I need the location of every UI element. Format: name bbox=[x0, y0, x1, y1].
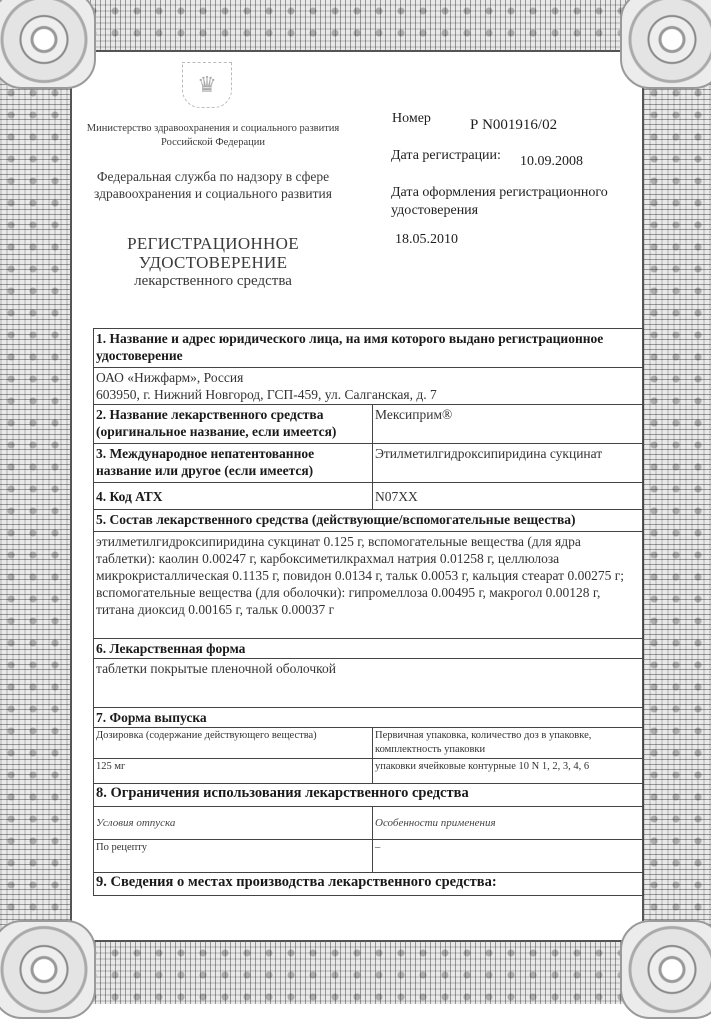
ornament-corner-top-left bbox=[0, 0, 96, 89]
ornament-corner-bottom-right bbox=[620, 920, 711, 1019]
ministry-name: Министерство здравоохранения и социального развития Российской Федерации bbox=[86, 123, 340, 148]
section-1-value bbox=[94, 368, 644, 405]
section-6-value: таблетки покрытые пленочной оболочкой bbox=[94, 659, 644, 708]
document-subtitle: лекарственного средства bbox=[134, 273, 292, 289]
section-8-title-row bbox=[94, 784, 644, 807]
usage-specifics-value: – bbox=[373, 840, 644, 873]
section-7-header-row bbox=[94, 728, 644, 759]
section-5-title-row bbox=[94, 510, 644, 532]
section-2-row bbox=[94, 405, 644, 444]
section-2-value: Мексиприм® bbox=[373, 405, 644, 444]
ornament-corner-bottom-left bbox=[0, 920, 96, 1019]
coat-of-arms-icon: ♛ bbox=[182, 62, 232, 108]
dosage-value: 125 мг bbox=[94, 759, 373, 784]
section-9-title-row bbox=[94, 873, 644, 896]
section-7-title: 7. Форма выпуска bbox=[94, 708, 644, 728]
document-title: РЕГИСТРАЦИОННОЕ УДОСТОВЕРЕНИЕ bbox=[127, 234, 299, 272]
usage-specifics-header: Особенности применения bbox=[373, 807, 644, 840]
section-5-title: 5. Состав лекарственного средства (действующие/вспомогательные вещества) bbox=[94, 510, 644, 532]
number-label: Номер bbox=[392, 111, 431, 126]
section-5-value-row bbox=[94, 532, 644, 639]
registration-date-label: Дата регистрации: bbox=[391, 148, 501, 163]
frame-inner-line-top bbox=[70, 50, 644, 52]
holder-address: 603950, г. Нижний Новгород, ГСП-459, ул. Салганская, д. 7 bbox=[96, 387, 437, 402]
section-6-value-row bbox=[94, 659, 644, 708]
packaging-value: упаковки ячейковые контурные 10 N 1, 2, 3, 4, 6 bbox=[373, 759, 644, 784]
section-1-title-row bbox=[94, 329, 644, 368]
ornamental-border-top bbox=[60, 0, 651, 50]
section-9-title: 9. Сведения о местах производства лекарственного средства: bbox=[94, 873, 644, 896]
section-1-value-row bbox=[94, 368, 644, 405]
section-4-value: N07XX bbox=[373, 483, 644, 510]
section-1-title: 1. Название и адрес юридического лица, на имя которого выдано регистрационное удостоверение bbox=[94, 329, 644, 368]
section-8-title: 8. Ограничения использования лекарственного средства bbox=[94, 784, 644, 807]
section-6-title: 6. Лекарственная форма bbox=[94, 639, 644, 659]
section-6-title-row bbox=[94, 639, 644, 659]
issue-date-value: 18.05.2010 bbox=[395, 232, 458, 247]
dispensing-conditions-header: Условия отпуска bbox=[94, 807, 373, 840]
frame-inner-line-bottom bbox=[70, 940, 644, 942]
number-value: Р N001916/02 bbox=[470, 117, 558, 133]
section-3-title: 3. Международное непатентованное название или другое (если имеется) bbox=[94, 444, 373, 483]
section-4-row bbox=[94, 483, 644, 510]
section-5-value: этилметилгидроксипиридина сукцинат 0.125 г, вспомогательные вещества (для ядра таблетки): каолин 0.00247 г, карбоксиметилкрахмал натрия 0.01258 г, целлюлоза микрокристаллическая 0.1135 г, повидон 0.0134 г, тальк 0.0053 г, кальция стеарат 0.00275 г; вспомогательные вещества (для оболочки): гипромеллоза 0.00495 г, макрогол 0.00128 г, титана диоксид 0.00165 г, тальк 0.00037 г bbox=[94, 532, 644, 639]
ornament-corner-top-right bbox=[620, 0, 711, 89]
ornamental-border-bottom bbox=[60, 942, 651, 1004]
certificate-table bbox=[93, 328, 644, 896]
section-2-title: 2. Название лекарственного средства (оригинальное название, если имеется) bbox=[94, 405, 373, 444]
registration-date-value: 10.09.2008 bbox=[520, 154, 583, 169]
section-3-row bbox=[94, 444, 644, 483]
section-7-col2-header: Первичная упаковка, количество доз в упаковке, комплектность упаковки bbox=[373, 728, 644, 759]
issue-date-label: Дата оформления регистрационного удостоверения bbox=[391, 185, 608, 218]
service-name: Федеральная служба по надзору в сфере здравоохранения и социального развития bbox=[94, 169, 332, 201]
section-7-value-row bbox=[94, 759, 644, 784]
frame-inner-line-left bbox=[70, 50, 72, 942]
section-8-value-row bbox=[94, 840, 644, 873]
holder-name: ОАО «Нижфарм», Россия bbox=[96, 370, 244, 385]
section-7-col1-header: Дозировка (содержание действующего вещества) bbox=[94, 728, 373, 759]
section-3-value: Этилметилгидроксипиридина сукцинат bbox=[373, 444, 644, 483]
section-4-title: 4. Код АТХ bbox=[94, 483, 373, 510]
section-8-header-row bbox=[94, 807, 644, 840]
ornamental-border-right bbox=[643, 60, 711, 950]
section-7-title-row bbox=[94, 708, 644, 728]
ornamental-border-left bbox=[0, 60, 70, 950]
dispensing-conditions-value: По рецепту bbox=[94, 840, 373, 873]
